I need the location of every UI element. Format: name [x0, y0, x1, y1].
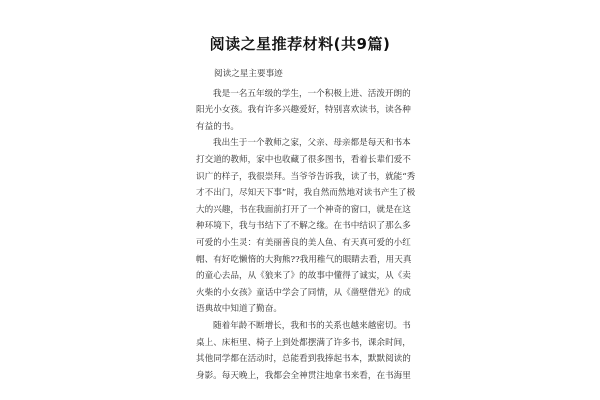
section-subtitle: 阅读之星主要事迹 — [214, 69, 283, 79]
document-title: 阅读之星推荐材料(共9篇) — [209, 35, 391, 53]
document-body — [196, 66, 416, 384]
paragraph-family: 我出生于一个教师之家，父亲、母亲都是每天和书本打交道的教师，家中也收藏了很多图书，看着长辈们爱不识广的样子，我很崇拜。当爷爷告诉我，读了书，就能“秀才不出门，尽知天下事”时，我自然而然地对读书产生了极大的兴趣，书在我面前打开了一个神奇的窗口，就是在这种环境下，我与书结下了不解之缘。在书中结识了那么多可爱的小生灵：有美丽善良的美人鱼、有天真可爱的小红帽、有好吃懒惰的大狗熊??我用稚气的眼睛去看，用天真的童心去品，从《狼来了》的故事中懂得了诚实，从《卖火柴的小女孩》童话中学会了同情，从《凿壁借光》的成语典故中知道了勤奋。 — [196, 138, 416, 315]
paragraph-growth: 随着年龄不断增长，我和书的关系也越来越密切。书桌上、床柜里、椅子上到处都摆满了许多书，课余时间，其他同学都在活动时，总能看到我捧起书本，默默阅读的身影。每天晚上，我都会全神贯注地拿书来看，在书海里 — [196, 320, 411, 381]
paragraph-intro: 我是一名五年级的学生，一个积极上进、活泼开朗的阳光小女孩。我有许多兴趣爱好，特别喜欢读书，读各种有益的书。 — [196, 88, 411, 132]
